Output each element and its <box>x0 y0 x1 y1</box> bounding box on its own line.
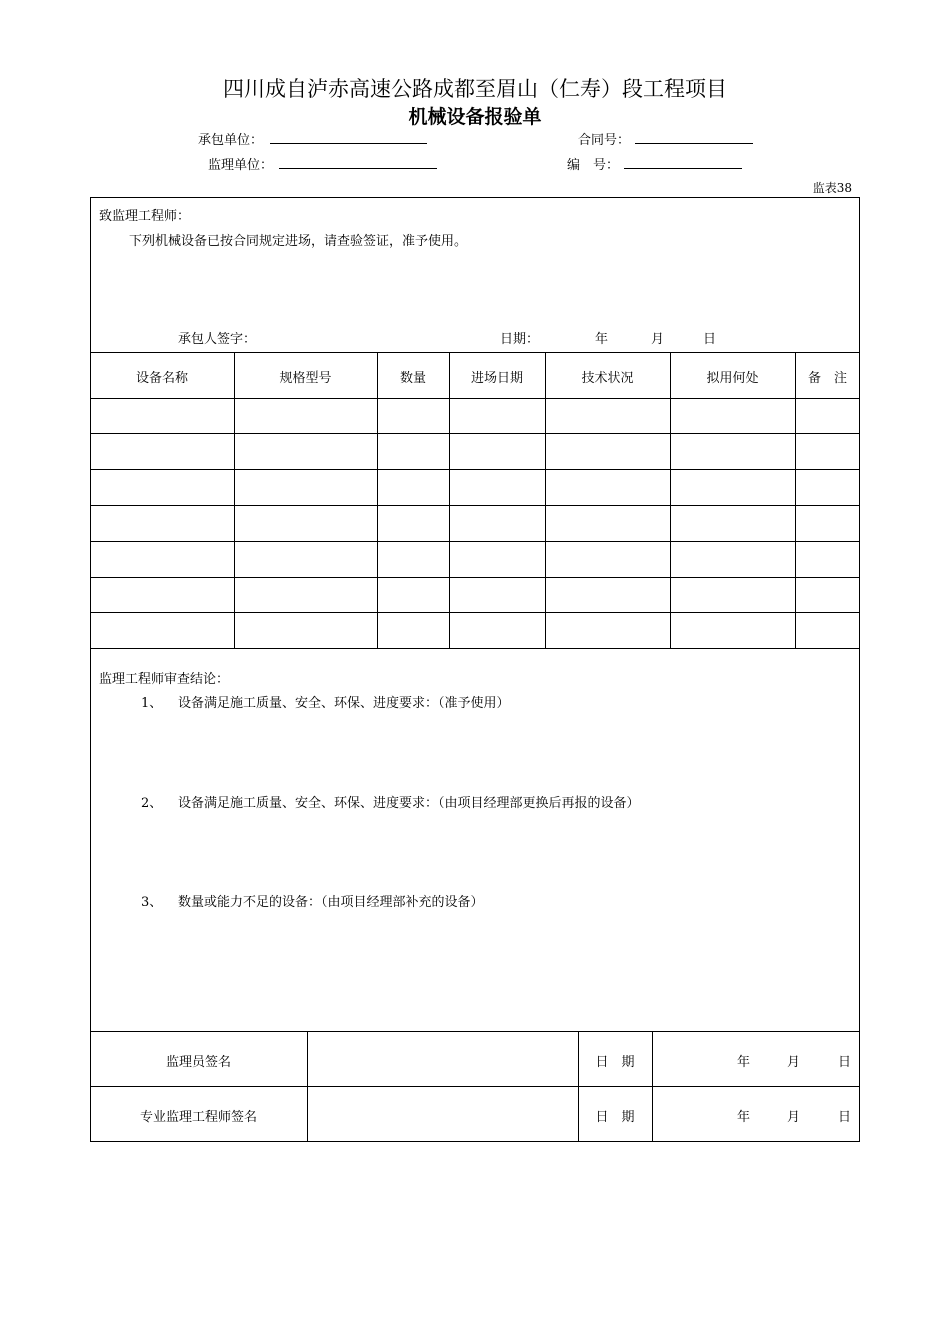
form-title: 机械设备报验单 <box>408 106 542 128</box>
form-code: 监表38 <box>812 181 852 195</box>
column-header-equipment-name: 设备名称 <box>135 371 188 386</box>
signature-column-divider <box>652 1031 653 1142</box>
request-month: 月 <box>651 332 665 347</box>
table-row-border <box>90 577 860 578</box>
signature-column-divider <box>578 1031 579 1142</box>
contract-no-label: 合同号： <box>578 133 631 148</box>
request-date-label: 日期： <box>500 332 540 347</box>
table-row-border <box>90 469 860 470</box>
table-top-border <box>90 352 860 353</box>
supervisor-signature-field[interactable] <box>308 1032 578 1086</box>
table-row-border <box>90 505 860 506</box>
request-day: 日 <box>703 332 717 347</box>
request-body: 下列机械设备已按合同规定进场，请查验签证，准予使用。 <box>129 234 468 249</box>
table-column-divider <box>670 352 671 648</box>
review-heading: 监理工程师审查结论： <box>99 672 230 687</box>
supervisor-field[interactable] <box>279 168 437 169</box>
review-item-number: 1、 <box>141 696 163 711</box>
table-column-divider <box>234 352 235 648</box>
table-row-border <box>90 541 860 542</box>
column-header-model: 规格型号 <box>279 371 332 386</box>
column-header-intended-use: 拟用何处 <box>706 371 759 386</box>
engineer-year: 年 <box>737 1110 751 1125</box>
supervisor-label: 监理单位： <box>208 158 274 173</box>
column-header-entry-date: 进场日期 <box>470 371 523 386</box>
column-header-quantity: 数量 <box>399 371 426 386</box>
contractor-label: 承包单位： <box>198 133 264 148</box>
engineer-signature-label: 专业监理工程师签名 <box>139 1110 257 1125</box>
supervisor-date-label: 日 期 <box>595 1055 635 1070</box>
project-title: 四川成自泸赤高速公路成都至眉山（仁寿）段工程项目 <box>223 77 727 101</box>
table-bottom-border <box>90 648 860 649</box>
column-header-remarks: 备 注 <box>807 371 847 386</box>
contract-no-field[interactable] <box>635 143 753 144</box>
review-item-text: 设备满足施工质量、安全、环保、进度要求：（准予使用） <box>178 696 510 711</box>
request-year: 年 <box>595 332 609 347</box>
review-item-text: 数量或能力不足的设备：（由项目经理部补充的设备） <box>178 895 484 910</box>
supervisor-signature-label: 监理员签名 <box>165 1055 231 1070</box>
table-row-border <box>90 612 860 613</box>
review-item-number: 2、 <box>141 796 163 811</box>
to-engineer-label: 致监理工程师： <box>99 209 191 224</box>
supervisor-year: 年 <box>737 1055 751 1070</box>
review-item-text: 设备满足施工质量、安全、环保、进度要求：（由项目经理部更换后再报的设备） <box>178 796 640 811</box>
engineer-month: 月 <box>787 1110 801 1125</box>
table-column-divider <box>795 352 796 648</box>
number-field[interactable] <box>624 168 742 169</box>
number-label: 编 号： <box>567 158 620 173</box>
contractor-field[interactable] <box>270 143 427 144</box>
engineer-date-label: 日 期 <box>595 1110 635 1125</box>
supervisor-month: 月 <box>787 1055 801 1070</box>
table-column-divider <box>449 352 450 648</box>
engineer-day: 日 <box>838 1110 852 1125</box>
contractor-signature-label: 承包人签字： <box>178 332 257 347</box>
engineer-signature-field[interactable] <box>308 1087 578 1141</box>
table-column-divider <box>545 352 546 648</box>
column-header-condition: 技术状况 <box>581 371 634 386</box>
table-header-border <box>90 398 860 399</box>
table-row-border <box>90 433 860 434</box>
review-item-number: 3、 <box>141 895 163 910</box>
supervisor-day: 日 <box>838 1055 852 1070</box>
table-column-divider <box>377 352 378 648</box>
